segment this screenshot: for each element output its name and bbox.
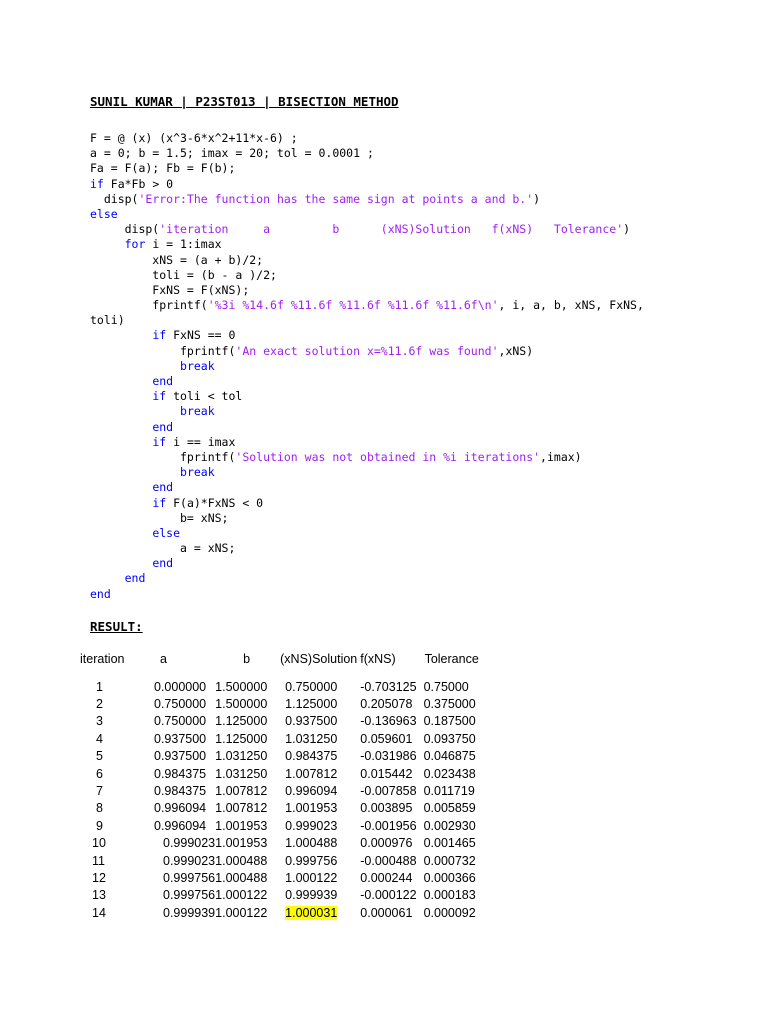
code-keyword: break [180, 465, 215, 480]
code-text [90, 526, 152, 540]
matlab-code-listing [90, 131, 740, 602]
table-cell [357, 800, 416, 817]
cell-value: 3 [96, 714, 103, 729]
cell-value: 1.001953 [215, 818, 268, 833]
cell-value: -0.136963 [360, 714, 417, 729]
cell-value: -0.000122 [360, 888, 417, 903]
table-cell [80, 748, 148, 765]
table-cell [277, 678, 357, 695]
code-text [90, 571, 125, 585]
cell-value: 0.984375 [154, 766, 207, 781]
code-keyword: else [152, 525, 181, 540]
cell-value: 0.375000 [423, 697, 476, 712]
code-text: fprintf( [90, 343, 236, 358]
code-text: disp( [90, 191, 139, 206]
code-keyword: end [152, 556, 174, 571]
code-text [90, 328, 152, 342]
table-cell [80, 852, 148, 869]
table-cell [417, 852, 487, 869]
code-text: toli = (b - a )/2; [90, 267, 277, 282]
cell-value: 14 [92, 905, 106, 920]
cell-value: 1.000122 [215, 905, 268, 920]
code-line [90, 146, 740, 161]
table-cell [417, 869, 487, 886]
code-text [90, 496, 152, 510]
code-keyword: if [90, 176, 104, 191]
table-cell [80, 800, 148, 817]
cell-value: 0.093750 [423, 731, 476, 746]
table-cell [417, 782, 487, 799]
code-line [90, 496, 740, 511]
table-cell [215, 904, 277, 921]
code-line [90, 359, 740, 374]
cell-value: 0.059601 [360, 731, 413, 746]
code-text: ) [623, 222, 631, 237]
table-cell [357, 782, 416, 799]
table-cell [148, 765, 215, 782]
table-cell [148, 782, 215, 799]
code-string: 'Error:The function has the same sign at points a and b.' [138, 191, 534, 206]
code-string: 'An exact solution x=%11.6f was found' [235, 343, 499, 358]
code-text: Fa*Fb > 0 [103, 176, 174, 191]
table-cell [417, 748, 487, 765]
table-cell [148, 852, 215, 869]
table-cell [417, 817, 487, 834]
table-cell [417, 800, 487, 817]
cell-value: 0.999756 [285, 853, 338, 868]
code-text: xNS = (a + b)/2; [90, 252, 264, 267]
cell-value: 1.000488 [215, 870, 268, 885]
cell-value: 0.000976 [360, 836, 413, 851]
table-row [80, 904, 487, 921]
cell-value: 0.046875 [423, 749, 476, 764]
code-keyword: end [152, 419, 174, 434]
cell-value: 0.011719 [423, 784, 475, 799]
cell-value: 0.999756 [163, 870, 216, 885]
table-cell [80, 713, 148, 730]
code-text: toli < tol [166, 389, 243, 404]
cell-value: 0.003895 [360, 801, 413, 816]
table-cell [80, 730, 148, 747]
table-cell [215, 869, 277, 886]
table-cell [80, 678, 148, 695]
cell-value: 0.000366 [423, 870, 476, 885]
code-keyword: break [180, 404, 215, 419]
header-a: a [160, 652, 167, 666]
code-text: ) [533, 191, 541, 206]
code-text: Fa = F(a); Fb = F(b); [90, 161, 236, 176]
code-line [90, 268, 740, 283]
cell-value: 1.007812 [285, 766, 338, 781]
table-cell [148, 695, 215, 712]
cell-value: 1.125000 [215, 731, 268, 746]
table-cell [417, 904, 487, 921]
cell-value: 0.015442 [360, 766, 413, 781]
code-line [90, 298, 740, 313]
code-text: FxNS == 0 [166, 328, 236, 343]
code-text [90, 389, 152, 403]
code-line [90, 177, 740, 192]
code-keyword: end [90, 586, 111, 601]
cell-value: 0.937500 [154, 749, 207, 764]
code-text [90, 374, 152, 388]
code-keyword: end [152, 374, 174, 388]
cell-value: 0.000061 [360, 905, 413, 920]
cell-value: 0.75000 [423, 679, 469, 694]
code-text: a = 0; b = 1.5; imax = 20; tol = 0.0001 ; [90, 146, 374, 161]
code-text: i == imax [166, 434, 236, 449]
table-cell [417, 887, 487, 904]
code-line [90, 511, 740, 526]
table-cell [277, 748, 357, 765]
table-cell [215, 782, 277, 799]
code-text [90, 480, 152, 494]
code-text: fprintf( [90, 449, 236, 464]
cell-value: 1.031250 [285, 731, 338, 746]
code-line [90, 389, 740, 404]
table-cell [357, 713, 416, 730]
table-cell [277, 869, 357, 886]
cell-value: 2 [96, 697, 103, 712]
table-cell [417, 678, 487, 695]
result-label: RESULT: [90, 619, 143, 634]
table-cell [148, 800, 215, 817]
table-cell [277, 887, 357, 904]
cell-value: 0.000183 [423, 888, 476, 903]
code-keyword: if [152, 389, 167, 404]
code-text [90, 435, 152, 449]
table-cell [277, 800, 357, 817]
code-keyword: if [152, 328, 167, 343]
table-row [80, 782, 487, 799]
code-text: b= xNS; [90, 510, 229, 525]
table-cell [215, 678, 277, 695]
cell-value: 0.750000 [154, 714, 207, 729]
code-keyword: end [124, 571, 146, 586]
table-cell [148, 869, 215, 886]
cell-value: 0.000092 [423, 905, 476, 920]
table-cell [215, 887, 277, 904]
code-line [90, 480, 740, 495]
cell-value: -0.031986 [360, 749, 417, 764]
table-cell [148, 904, 215, 921]
results-table [80, 648, 487, 921]
code-keyword: break [180, 358, 215, 373]
table-row [80, 869, 487, 886]
table-cell [277, 695, 357, 712]
code-text [90, 237, 125, 251]
code-line [90, 420, 740, 435]
table-cell [357, 817, 416, 834]
code-text [90, 404, 180, 418]
code-line [90, 435, 740, 450]
table-cell [80, 835, 148, 852]
code-line [90, 237, 740, 252]
header-b: b [243, 652, 251, 666]
code-line [90, 541, 740, 556]
table-cell [148, 887, 215, 904]
cell-value: 0.984375 [285, 749, 338, 764]
cell-value: -0.007858 [360, 784, 417, 799]
cell-value: 0.999023 [163, 836, 216, 851]
table-cell [148, 713, 215, 730]
code-line [90, 222, 740, 237]
table-cell [80, 817, 148, 834]
table-cell [80, 887, 148, 904]
table-cell [215, 695, 277, 712]
code-keyword: for [124, 237, 146, 252]
table-cell [417, 835, 487, 852]
cell-value: 1.007812 [215, 801, 268, 816]
table-row [80, 730, 487, 747]
code-line [90, 587, 740, 602]
code-text: disp( [90, 222, 160, 237]
code-string: '%3i %14.6f %11.6f %11.6f %11.6f %11.6f\n' [207, 298, 499, 313]
table-row [80, 678, 487, 695]
table-cell [215, 765, 277, 782]
code-text [90, 359, 180, 373]
cell-value: 1.000488 [285, 836, 338, 851]
cell-value: 0.937500 [285, 714, 338, 729]
code-line [90, 207, 740, 222]
table-cell [417, 730, 487, 747]
cell-value: 0.996094 [285, 784, 338, 799]
code-line [90, 328, 740, 343]
table-cell [357, 887, 416, 904]
cell-value: 11 [92, 853, 105, 868]
table-cell [80, 904, 148, 921]
code-line [90, 344, 740, 359]
cell-value: 13 [92, 888, 106, 903]
cell-value: 0.937500 [154, 731, 207, 746]
table-cell [277, 730, 357, 747]
cell-value: 1.001953 [215, 836, 268, 851]
table-cell [80, 782, 148, 799]
header-iteration: iteration [80, 652, 125, 666]
table-row [80, 713, 487, 730]
table-cell [148, 730, 215, 747]
code-line [90, 131, 740, 146]
table-row [80, 852, 487, 869]
cell-value: 1.500000 [215, 697, 268, 712]
cell-value: 0.205078 [360, 697, 413, 712]
table-cell [80, 765, 148, 782]
cell-value: 0.999023 [285, 818, 338, 833]
cell-value: 1.125000 [285, 697, 338, 712]
cell-value: 0.984375 [154, 784, 207, 799]
cell-value: 1 [96, 679, 103, 694]
code-string: 'iteration a b (xNS)Solution f(xNS) Tolerance' [159, 222, 624, 237]
table-cell [277, 904, 357, 921]
header-solution: (xNS)Solution [280, 652, 358, 666]
cell-value: 0.999939 [163, 905, 216, 920]
cell-value: 0.750000 [154, 697, 207, 712]
table-cell [277, 713, 357, 730]
table-cell [80, 695, 148, 712]
code-keyword: end [152, 480, 174, 495]
cell-value: 9 [96, 818, 103, 833]
table-cell [357, 695, 416, 712]
code-text [90, 420, 152, 434]
cell-value: 0.000000 [154, 679, 207, 694]
code-text: , i, a, b, xNS, FxNS, [498, 298, 644, 313]
header-fxns: f(xNS) [360, 652, 396, 666]
table-row [80, 835, 487, 852]
code-text: ,imax) [540, 449, 582, 464]
cell-value: 0.999939 [285, 888, 338, 903]
code-string: 'Solution was not obtained in %i iterations' [235, 449, 541, 464]
table-cell [417, 765, 487, 782]
table-cell [215, 713, 277, 730]
table-cell [215, 817, 277, 834]
code-line [90, 465, 740, 480]
table-cell [417, 713, 487, 730]
cell-value: 4 [96, 731, 103, 746]
code-text: F(a)*FxNS < 0 [166, 495, 264, 510]
cell-value: -0.001956 [360, 818, 417, 833]
code-keyword: if [152, 495, 167, 510]
cell-value: 0.750000 [285, 679, 338, 694]
cell-value: 5 [96, 749, 103, 764]
table-row [80, 748, 487, 765]
cell-value: 1.031250 [215, 766, 268, 781]
code-text: F = @ (x) (x^3-6*x^2+11*x-6) ; [90, 131, 298, 145]
cell-value: 1.125000 [215, 714, 268, 729]
code-text [90, 465, 180, 479]
code-line [90, 526, 740, 541]
cell-value: 0.001465 [423, 836, 476, 851]
code-text: a = xNS; [90, 541, 236, 556]
table-cell [215, 852, 277, 869]
code-text: ,xNS) [498, 343, 534, 358]
table-cell [357, 730, 416, 747]
table-cell [148, 678, 215, 695]
code-line [90, 374, 740, 389]
code-line [90, 404, 740, 419]
cell-value: 6 [96, 766, 103, 781]
table-cell [357, 748, 416, 765]
table-row [80, 695, 487, 712]
table-cell [215, 748, 277, 765]
table-row [80, 887, 487, 904]
table-row [80, 800, 487, 817]
cell-value: 1.007812 [215, 784, 268, 799]
table-cell [277, 817, 357, 834]
code-text: FxNS = F(xNS); [90, 282, 250, 297]
document-heading: SUNIL KUMAR | P23ST013 | BISECTION METHOD [90, 94, 399, 109]
code-text [90, 556, 152, 570]
cell-value: -0.000488 [360, 853, 417, 868]
cell-value: 0.996094 [154, 801, 207, 816]
cell-value: 7 [96, 784, 103, 799]
cell-value: 1.000122 [215, 888, 268, 903]
cell-value: 0.187500 [423, 714, 476, 729]
table-cell [357, 765, 416, 782]
cell-value: 0.002930 [423, 818, 476, 833]
code-line [90, 571, 740, 586]
cell-value: -0.703125 [360, 679, 417, 694]
cell-value: 0.000244 [360, 870, 413, 885]
code-line [90, 450, 740, 465]
table-cell [357, 904, 416, 921]
header-tolerance: Tolerance [424, 652, 479, 666]
table-cell [357, 835, 416, 852]
code-line [90, 253, 740, 268]
cell-value: 0.999023 [163, 853, 216, 868]
table-cell [417, 695, 487, 712]
code-line [90, 313, 740, 328]
code-keyword: else [90, 206, 118, 221]
table-cell [215, 800, 277, 817]
code-line [90, 283, 740, 298]
code-line [90, 556, 740, 571]
cell-value: 1.031250 [215, 749, 268, 764]
code-text: i = 1:imax [145, 237, 222, 252]
cell-value: 0.000732 [423, 853, 476, 868]
table-cell [148, 835, 215, 852]
table-cell [277, 782, 357, 799]
table-cell [148, 748, 215, 765]
cell-value: 1.000488 [215, 853, 268, 868]
table-header-row [80, 648, 487, 670]
cell-value: 12 [92, 870, 106, 885]
table-cell [357, 678, 416, 695]
table-row [80, 817, 487, 834]
table-cell [357, 852, 416, 869]
table-cell [277, 835, 357, 852]
code-text: fprintf( [90, 298, 208, 313]
table-cell [277, 852, 357, 869]
cell-value: 0.999756 [163, 888, 216, 903]
table-cell [80, 869, 148, 886]
cell-value: 1.500000 [215, 679, 268, 694]
cell-value: 8 [96, 801, 103, 816]
cell-value: 1.000122 [285, 870, 338, 885]
cell-value: 1.001953 [285, 801, 338, 816]
highlighted-solution: 1.000031 [285, 905, 338, 920]
cell-value: 0.023438 [423, 766, 476, 781]
code-text: toli) [90, 313, 125, 328]
table-cell [215, 835, 277, 852]
cell-value: 10 [92, 836, 106, 851]
table-cell [215, 730, 277, 747]
cell-value: 0.996094 [154, 818, 207, 833]
table-cell [357, 869, 416, 886]
code-keyword: if [152, 434, 167, 449]
table-cell [148, 817, 215, 834]
table-row [80, 765, 487, 782]
table-cell [277, 765, 357, 782]
code-line [90, 161, 740, 176]
cell-value: 0.005859 [423, 801, 476, 816]
code-line [90, 192, 740, 207]
